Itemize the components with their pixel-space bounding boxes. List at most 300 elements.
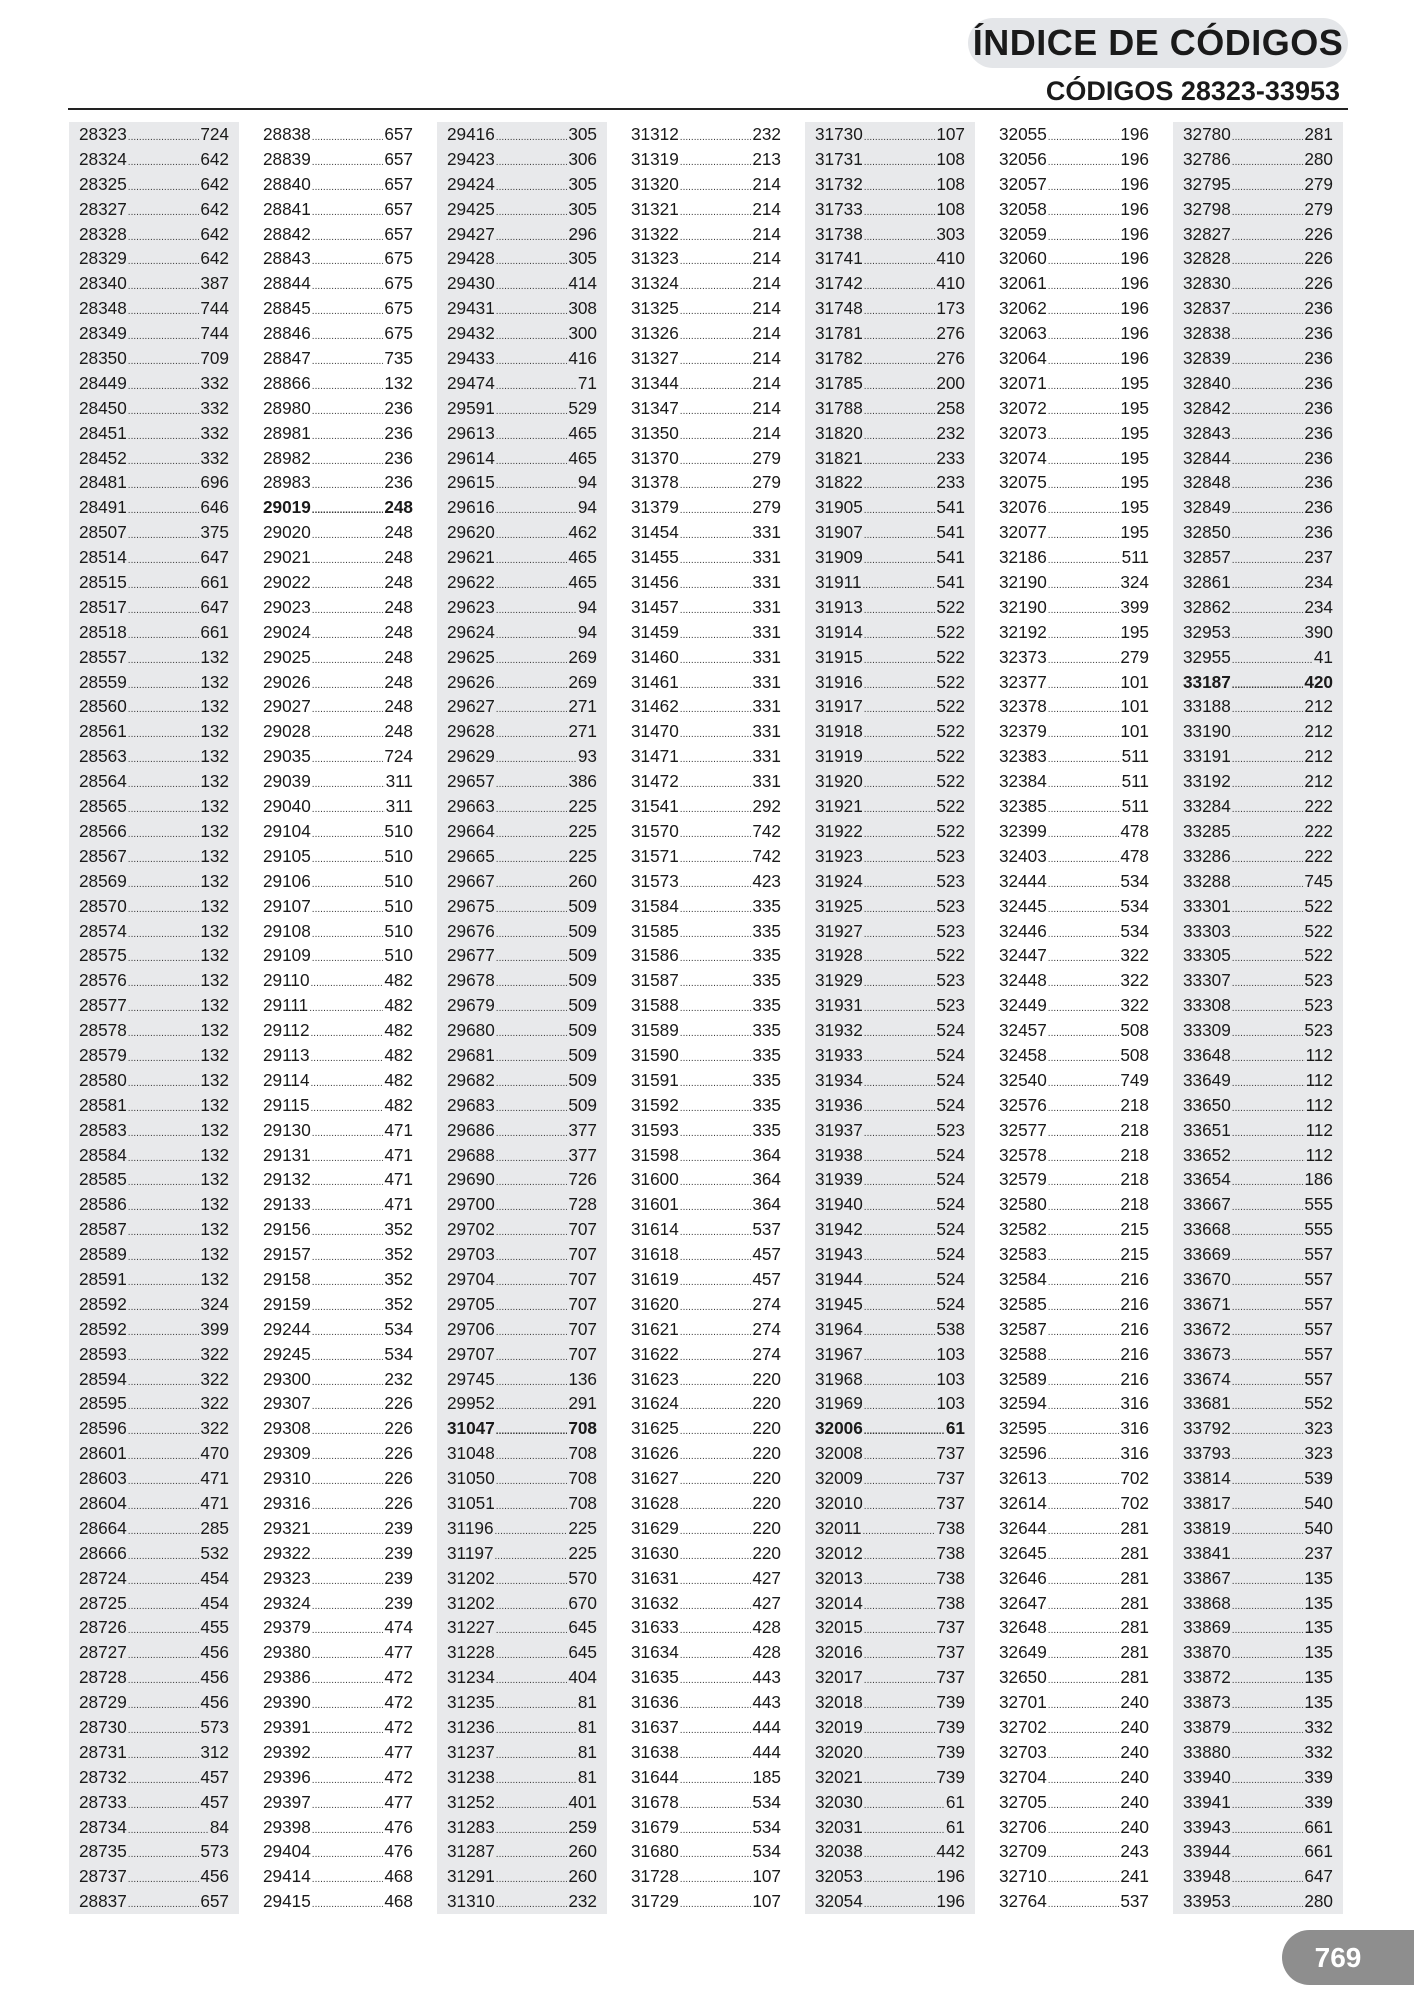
entry-page: 260 <box>568 1866 597 1887</box>
index-entry <box>631 1292 781 1317</box>
leader-dots <box>496 1445 568 1466</box>
entry-code: 31931 <box>815 995 863 1016</box>
index-entry <box>263 993 413 1018</box>
index-entry <box>815 296 965 321</box>
entry-page: 240 <box>1120 1816 1149 1837</box>
leader-dots <box>496 300 568 321</box>
index-entry <box>999 844 1149 869</box>
index-entry <box>815 271 965 296</box>
index-entry <box>263 1068 413 1093</box>
entry-page: 509 <box>568 1044 597 1065</box>
leader-dots <box>128 574 200 595</box>
index-entry <box>1183 1864 1333 1889</box>
leader-dots <box>864 375 936 396</box>
index-entry <box>263 645 413 670</box>
entry-code: 31913 <box>815 596 863 617</box>
entry-page: 509 <box>568 1069 597 1090</box>
index-entry <box>1183 570 1333 595</box>
index-entry <box>631 1466 781 1491</box>
entry-code: 32764 <box>999 1891 1047 1912</box>
leader-dots <box>1048 1346 1120 1367</box>
entry-page: 280 <box>1304 1891 1333 1912</box>
leader-dots <box>1048 1196 1120 1217</box>
leader-dots <box>1232 1893 1304 1914</box>
leader-dots <box>680 450 752 471</box>
entry-code: 33671 <box>1183 1293 1231 1314</box>
entry-page: 132 <box>200 1194 229 1215</box>
index-entry <box>631 1367 781 1392</box>
leader-dots <box>680 1022 752 1043</box>
leader-dots <box>128 1196 200 1217</box>
entry-code: 32448 <box>999 970 1047 991</box>
entry-page: 240 <box>1120 1766 1149 1787</box>
index-entry <box>263 1491 413 1516</box>
index-entry <box>631 570 781 595</box>
entry-code: 28596 <box>79 1418 127 1439</box>
leader-dots <box>496 1371 568 1392</box>
entry-page: 645 <box>568 1642 597 1663</box>
entry-page: 240 <box>1120 1692 1149 1713</box>
entry-page: 522 <box>936 671 965 692</box>
entry-page: 258 <box>936 397 965 418</box>
leader-dots <box>1232 1171 1304 1192</box>
leader-dots <box>312 748 384 769</box>
leader-dots <box>680 1445 752 1466</box>
entry-page: 472 <box>384 1667 413 1688</box>
entry-page: 702 <box>1120 1492 1149 1513</box>
entry-code: 29023 <box>263 596 311 617</box>
index-entry <box>263 1864 413 1889</box>
index-entry <box>79 1591 229 1616</box>
index-entry <box>79 222 229 247</box>
entry-page: 271 <box>568 721 597 742</box>
entry-page: 305 <box>568 173 597 194</box>
entry-page: 510 <box>384 945 413 966</box>
entry-code: 29040 <box>263 796 311 817</box>
entry-code: 29614 <box>447 447 495 468</box>
index-entry <box>263 919 413 944</box>
entry-code: 32614 <box>999 1492 1047 1513</box>
entry-page: 455 <box>200 1617 229 1638</box>
index-entry <box>1183 1690 1333 1715</box>
entry-page: 647 <box>1304 1866 1333 1887</box>
index-entry <box>1183 1018 1333 1043</box>
entry-page: 248 <box>384 547 413 568</box>
entry-code: 31379 <box>631 497 679 518</box>
index-entry <box>447 122 597 147</box>
entry-page: 573 <box>200 1841 229 1862</box>
entry-page: 213 <box>752 148 781 169</box>
entry-code: 31936 <box>815 1094 863 1115</box>
leader-dots <box>1232 748 1304 769</box>
leader-dots <box>312 1246 384 1267</box>
leader-dots <box>496 823 568 844</box>
leader-dots <box>312 947 384 968</box>
leader-dots <box>496 624 577 645</box>
entry-page: 225 <box>568 796 597 817</box>
entry-code: 33948 <box>1183 1866 1231 1887</box>
leader-dots <box>496 400 568 421</box>
entry-page: 478 <box>1120 820 1149 841</box>
entry-page: 274 <box>752 1343 781 1364</box>
entry-code: 28560 <box>79 696 127 717</box>
leader-dots <box>128 1221 200 1242</box>
entry-page: 132 <box>200 995 229 1016</box>
leader-dots <box>128 1371 200 1392</box>
index-entry <box>79 1541 229 1566</box>
leader-dots <box>680 1595 752 1616</box>
entry-page: 737 <box>936 1468 965 1489</box>
leader-dots <box>680 599 752 620</box>
leader-dots <box>680 226 752 247</box>
leader-dots <box>864 848 936 869</box>
entry-code: 33191 <box>1183 746 1231 767</box>
index-entry <box>263 446 413 471</box>
entry-page: 471 <box>200 1468 229 1489</box>
index-entry <box>999 1591 1149 1616</box>
entry-page: 454 <box>200 1592 229 1613</box>
entry-page: 107 <box>752 1891 781 1912</box>
leader-dots <box>864 1595 936 1616</box>
leader-dots <box>128 325 200 346</box>
leader-dots <box>1048 972 1120 993</box>
entry-page: 541 <box>936 522 965 543</box>
leader-dots <box>1048 1445 1120 1466</box>
index-entry <box>631 869 781 894</box>
leader-dots <box>680 723 752 744</box>
entry-code: 31919 <box>815 746 863 767</box>
entry-code: 33667 <box>1183 1194 1231 1215</box>
index-entry <box>815 1466 965 1491</box>
entry-page: 529 <box>568 397 597 418</box>
entry-page: 276 <box>936 348 965 369</box>
leader-dots <box>1048 1321 1120 1342</box>
entry-code: 31620 <box>631 1293 679 1314</box>
index-entry <box>447 769 597 794</box>
index-entry <box>631 545 781 570</box>
entry-code: 31623 <box>631 1368 679 1389</box>
index-entry <box>1183 122 1333 147</box>
index-entry <box>263 1167 413 1192</box>
leader-dots <box>680 1619 752 1640</box>
leader-dots <box>496 773 568 794</box>
entry-page: 220 <box>752 1517 781 1538</box>
entry-page: 709 <box>200 348 229 369</box>
leader-dots <box>1232 823 1304 844</box>
index-entry <box>263 1665 413 1690</box>
index-entry <box>79 1765 229 1790</box>
entry-page: 107 <box>936 124 965 144</box>
entry-code: 29104 <box>263 820 311 841</box>
index-entry <box>1183 1342 1333 1367</box>
entry-page: 132 <box>200 1244 229 1265</box>
entry-code: 31628 <box>631 1492 679 1513</box>
entry-page: 523 <box>936 895 965 916</box>
entry-code: 29707 <box>447 1343 495 1364</box>
index-entry <box>631 172 781 197</box>
leader-dots <box>496 1122 568 1143</box>
leader-dots <box>312 300 384 321</box>
entry-page: 509 <box>568 995 597 1016</box>
entry-code: 29613 <box>447 422 495 443</box>
index-entry <box>999 1143 1149 1168</box>
index-entry <box>999 147 1149 172</box>
index-entry <box>79 1690 229 1715</box>
index-entry <box>631 1615 781 1640</box>
index-entry <box>263 1267 413 1292</box>
leader-dots <box>1048 1694 1120 1715</box>
leader-dots <box>1048 848 1120 869</box>
entry-code: 32583 <box>999 1244 1047 1265</box>
entry-page: 471 <box>384 1119 413 1140</box>
leader-dots <box>496 698 568 719</box>
entry-page: 225 <box>568 820 597 841</box>
index-entry <box>815 1815 965 1840</box>
entry-code: 31914 <box>815 621 863 642</box>
entry-page: 523 <box>936 870 965 891</box>
leader-dots <box>680 325 752 346</box>
entry-page: 332 <box>200 372 229 393</box>
entry-code: 32780 <box>1183 124 1231 144</box>
index-entry <box>631 1690 781 1715</box>
entry-page: 331 <box>752 746 781 767</box>
entry-code: 29105 <box>263 845 311 866</box>
entry-page: 216 <box>1120 1293 1149 1314</box>
index-entry <box>1183 1391 1333 1416</box>
entry-page: 416 <box>568 348 597 369</box>
entry-page: 132 <box>200 1169 229 1190</box>
entry-code: 32056 <box>999 148 1047 169</box>
entry-code: 29615 <box>447 472 495 493</box>
entry-code: 29308 <box>263 1418 311 1439</box>
entry-code: 29433 <box>447 348 495 369</box>
leader-dots <box>863 574 936 595</box>
index-entry <box>263 670 413 695</box>
entry-code: 29133 <box>263 1194 311 1215</box>
leader-dots <box>1232 1819 1304 1840</box>
entry-page: 112 <box>1305 1044 1333 1065</box>
index-entry <box>815 1864 965 1889</box>
entry-page: 557 <box>1304 1368 1333 1389</box>
entry-page: 540 <box>1304 1492 1333 1513</box>
entry-page: 523 <box>936 995 965 1016</box>
entry-page: 237 <box>1304 547 1333 568</box>
index-entry <box>999 1690 1149 1715</box>
index-entry <box>631 1391 781 1416</box>
leader-dots <box>1048 375 1120 396</box>
entry-code: 29704 <box>447 1268 495 1289</box>
entry-page: 281 <box>1120 1542 1149 1563</box>
entry-page: 226 <box>384 1393 413 1414</box>
entry-page: 237 <box>1304 1542 1333 1563</box>
entry-code: 32837 <box>1183 298 1231 319</box>
index-entry <box>999 769 1149 794</box>
entry-code: 31454 <box>631 522 679 543</box>
leader-dots <box>680 624 752 645</box>
entry-page: 352 <box>384 1219 413 1240</box>
entry-page: 132 <box>200 771 229 792</box>
index-entry <box>447 570 597 595</box>
entry-code: 31470 <box>631 721 679 742</box>
entry-page: 457 <box>200 1791 229 1812</box>
entry-page: 331 <box>752 771 781 792</box>
leader-dots <box>1232 1395 1304 1416</box>
entry-code: 32595 <box>999 1418 1047 1439</box>
index-entry <box>447 1367 597 1392</box>
index-entry <box>263 1441 413 1466</box>
entry-code: 32839 <box>1183 348 1231 369</box>
index-entry <box>447 1541 597 1566</box>
entry-code: 31598 <box>631 1144 679 1165</box>
leader-dots <box>1048 1644 1120 1665</box>
entry-page: 236 <box>384 422 413 443</box>
entry-code: 29680 <box>447 1020 495 1041</box>
index-entry <box>79 993 229 1018</box>
leader-dots <box>128 1097 200 1118</box>
entry-code: 28574 <box>79 920 127 941</box>
entry-page: 657 <box>384 173 413 194</box>
index-entry <box>999 296 1149 321</box>
index-entry <box>999 1391 1149 1416</box>
entry-code: 33192 <box>1183 771 1231 792</box>
entry-code: 29300 <box>263 1368 311 1389</box>
index-entry <box>263 1416 413 1441</box>
entry-page: 737 <box>936 1642 965 1663</box>
leader-dots <box>680 1495 752 1516</box>
leader-dots <box>1232 1371 1304 1392</box>
entry-page: 522 <box>936 820 965 841</box>
entry-code: 31344 <box>631 372 679 393</box>
leader-dots <box>1232 325 1304 346</box>
entry-code: 29620 <box>447 522 495 543</box>
entry-page: 738 <box>936 1517 965 1538</box>
leader-dots <box>312 1296 384 1317</box>
leader-dots <box>1048 1719 1120 1740</box>
entry-page: 708 <box>568 1443 597 1464</box>
index-entry <box>815 1591 965 1616</box>
index-entry <box>1183 1491 1333 1516</box>
entry-code: 28844 <box>263 273 311 294</box>
leader-dots <box>496 923 568 944</box>
entry-page: 234 <box>1304 596 1333 617</box>
index-entry <box>447 1342 597 1367</box>
index-entry <box>79 1043 229 1068</box>
index-entry <box>999 1516 1149 1541</box>
entry-code: 32447 <box>999 945 1047 966</box>
entry-page: 94 <box>577 472 597 493</box>
index-entry <box>263 346 413 371</box>
index-entry <box>999 1864 1149 1889</box>
leader-dots <box>1232 425 1304 446</box>
leader-dots <box>1048 1819 1120 1840</box>
leader-dots <box>128 1346 200 1367</box>
entry-code: 28567 <box>79 845 127 866</box>
entry-code: 28586 <box>79 1194 127 1215</box>
entry-page: 322 <box>200 1343 229 1364</box>
index-entry <box>631 296 781 321</box>
leader-dots <box>128 698 200 719</box>
index-entry <box>447 919 597 944</box>
leader-dots <box>128 873 200 894</box>
index-entry <box>79 1640 229 1665</box>
entry-code: 29622 <box>447 572 495 593</box>
leader-dots <box>864 1147 936 1168</box>
index-entry <box>263 1541 413 1566</box>
index-entry <box>631 421 781 446</box>
index-entry <box>999 570 1149 595</box>
entry-page: 532 <box>200 1542 229 1563</box>
leader-dots <box>128 1545 200 1566</box>
index-column-1 <box>69 122 239 1914</box>
index-entry <box>815 346 965 371</box>
index-entry <box>1183 396 1333 421</box>
leader-dots <box>864 126 936 147</box>
leader-dots <box>496 1420 568 1441</box>
leader-dots <box>128 1072 200 1093</box>
index-entry <box>815 844 965 869</box>
entry-code: 33814 <box>1183 1468 1231 1489</box>
leader-dots <box>864 1445 936 1466</box>
entry-code: 31918 <box>815 721 863 742</box>
entry-code: 29107 <box>263 895 311 916</box>
entry-page: 331 <box>752 696 781 717</box>
entry-code: 29392 <box>263 1741 311 1762</box>
leader-dots <box>1048 649 1120 670</box>
leader-dots <box>680 574 752 595</box>
entry-page: 269 <box>568 671 597 692</box>
entry-page: 226 <box>384 1492 413 1513</box>
index-entry <box>1183 371 1333 396</box>
entry-page: 509 <box>568 970 597 991</box>
entry-page: 642 <box>200 248 229 269</box>
index-entry <box>999 1640 1149 1665</box>
entry-page: 196 <box>1120 298 1149 319</box>
entry-page: 281 <box>1120 1592 1149 1613</box>
index-entry <box>815 819 965 844</box>
leader-dots <box>496 723 568 744</box>
entry-code: 32645 <box>999 1542 1047 1563</box>
entry-page: 524 <box>936 1069 965 1090</box>
leader-dots <box>312 1719 384 1740</box>
entry-page: 523 <box>936 1119 965 1140</box>
entry-code: 33307 <box>1183 970 1231 991</box>
entry-code: 29682 <box>447 1069 495 1090</box>
index-entry <box>999 246 1149 271</box>
entry-code: 33792 <box>1183 1418 1231 1439</box>
entry-code: 29705 <box>447 1293 495 1314</box>
entry-code: 32786 <box>1183 148 1231 169</box>
entry-code: 32075 <box>999 472 1047 493</box>
entry-code: 32061 <box>999 273 1047 294</box>
index-entry <box>79 271 229 296</box>
entry-code: 31573 <box>631 870 679 891</box>
index-entry <box>1183 1367 1333 1392</box>
entry-page: 739 <box>936 1692 965 1713</box>
leader-dots <box>864 997 936 1018</box>
leader-dots <box>496 1022 568 1043</box>
entry-page: 222 <box>1304 796 1333 817</box>
leader-dots <box>1232 997 1304 1018</box>
leader-dots <box>496 375 577 396</box>
entry-code: 29323 <box>263 1567 311 1588</box>
leader-dots <box>128 201 200 222</box>
entry-page: 332 <box>200 422 229 443</box>
entry-page: 308 <box>568 298 597 319</box>
entry-code: 31679 <box>631 1816 679 1837</box>
leader-dots <box>680 1794 752 1815</box>
entry-code: 29628 <box>447 721 495 742</box>
codes-range-subtitle <box>1046 76 1340 110</box>
